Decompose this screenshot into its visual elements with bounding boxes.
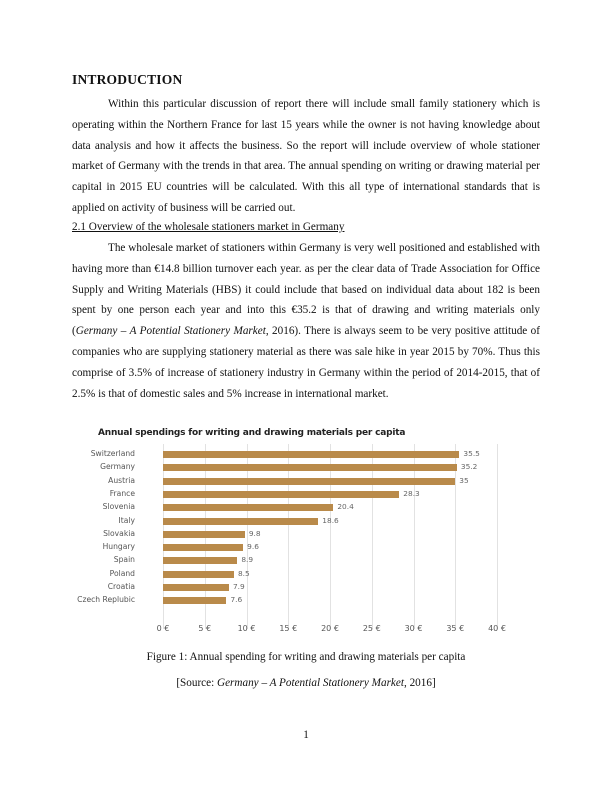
category-label: Czech Replubic (77, 595, 135, 605)
category-label: Slovakia (103, 528, 135, 538)
x-tick-label: 5 € (198, 624, 212, 633)
value-label: 28.3 (403, 488, 420, 498)
source-title: Germany – A Potential Stationery Market (217, 677, 404, 689)
gridline (288, 444, 289, 629)
value-label: 35.5 (463, 449, 480, 458)
gridline (330, 444, 331, 629)
bar (163, 451, 459, 458)
category-label: Croatia (107, 582, 135, 591)
bar (163, 557, 237, 564)
value-label: 18.6 (322, 515, 339, 525)
x-tick-label: 15 € (279, 624, 298, 633)
intro-paragraph-text: Within this particular discussion of report there will include small family stationery which is operating within the Northern France for last 15 years while the owner is not having knowledge about data analysis and how it affects the business. So the report will include overview of whole stationer market of Germany with the trends in that area. The annual spending on writing or drawing material per capital in 2015 EU countries will be calculated. With this all type of international standards that is applied on activity of business will be carried out. (72, 98, 540, 214)
page-number: 1 (303, 729, 309, 741)
x-tick-label: 30 € (404, 624, 423, 633)
section-paragraph (72, 238, 540, 404)
value-label: 35.2 (460, 462, 478, 472)
gridline (414, 444, 415, 629)
value-label: 8.5 (237, 568, 250, 578)
bar (163, 597, 226, 604)
category-label: Austria (108, 475, 135, 485)
chart-plot-area (77, 444, 506, 635)
chart-title: Annual spendings for writing and drawing materials per capita (98, 428, 406, 438)
x-tick-label: 0 € (156, 624, 170, 633)
bar (163, 584, 229, 591)
gridline (372, 444, 373, 629)
x-tick-label: 25 € (362, 624, 381, 633)
x-tick-label: 40 € (488, 624, 506, 633)
category-label: Italy (118, 515, 135, 525)
category-label: Germany (100, 462, 135, 472)
category-label: Spain (113, 555, 135, 565)
citation-title: Germany – A Potential Stationery Market (75, 325, 266, 338)
category-label: France (109, 488, 135, 498)
bar (163, 478, 455, 485)
figure-caption: Figure 1: Annual spending for writing and drawing materials per capita (146, 651, 466, 663)
category-label: Switzerland (90, 449, 135, 458)
bar (163, 504, 333, 511)
x-tick-label: 20 € (321, 624, 339, 633)
gridline (455, 444, 456, 629)
source-prefix: [Source: (176, 677, 218, 689)
x-tick-label: 35 € (446, 624, 465, 633)
section-paragraph-text-1: The wholesale market of stationers within Germany is very well positioned and established with having more than €14.8 billion turnover each year. as per the clear data of Trade Association for Office Supply and Writing Materials (HBS) it could include that based on individual data about 182 is been spent by one person each year and into this €35.2 is that of drawing and writing materials only ( (72, 242, 540, 338)
bar (163, 571, 234, 578)
bar-chart (77, 424, 522, 644)
section-paragraph-text-2: , 2016). There is always seem to be very positive attitude of companies who are supplying stationery material as there was sale hike in year 2015 by 70%. Thus this comprise of 3.5% of increase of stationery industry in Germany within the period of 2014-2015, that of 2.5% is that of domestic sales and 5% increase in international market. (72, 325, 540, 400)
value-label: 9.6 (247, 542, 259, 552)
category-label: Poland (109, 568, 135, 578)
value-label: 7.9 (232, 582, 245, 591)
category-label: Hungary (102, 542, 135, 552)
value-label: 9.8 (248, 528, 261, 538)
figure-source (0, 677, 612, 689)
section-heading: 2.1 Overview of the wholesale stationers market in Germany (72, 221, 345, 233)
bar (163, 464, 457, 471)
bar (163, 518, 318, 525)
gridline (247, 444, 248, 629)
x-tick-label: 10 € (237, 624, 256, 633)
bar (163, 531, 245, 538)
value-label: 20.4 (337, 502, 354, 512)
category-label: Slovenia (102, 502, 135, 512)
bar (163, 491, 399, 498)
source-suffix: , 2016] (403, 677, 436, 689)
intro-paragraph (72, 94, 540, 219)
bar (163, 544, 243, 551)
value-label: 7.6 (230, 595, 243, 605)
gridline (497, 444, 498, 629)
introduction-heading: INTRODUCTION (72, 72, 183, 87)
value-label: 8.9 (241, 555, 254, 565)
value-label: 35 (459, 475, 469, 485)
